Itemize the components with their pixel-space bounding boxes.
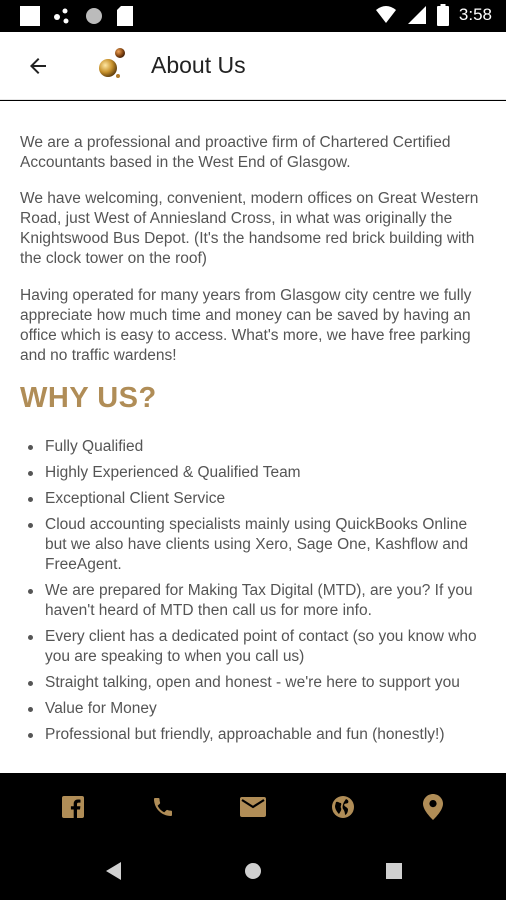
parking-paragraph: Having operated for many years from Glasgow city centre we fully appreciate how much time and money can be saved by having an office which is easy to access. What's more, we have free parking and no traffic wardens! — [20, 287, 472, 364]
list-item: Value for Money — [28, 699, 478, 719]
list-item: Every client has a dedicated point of contact (so you know who you are speaking to when you call us) — [28, 627, 478, 667]
square-recents-icon — [385, 862, 403, 880]
website-button[interactable] — [321, 785, 365, 829]
wifi-icon — [375, 5, 397, 25]
phone-button[interactable] — [141, 785, 185, 829]
why-us-heading: WHY US? — [20, 382, 157, 414]
triangle-back-icon — [105, 861, 123, 881]
page-title: About Us — [151, 52, 246, 78]
list-item: We are prepared for Making Tax Digital (MTD), are you? If you haven't heard of MTD then call us for more info. — [28, 581, 478, 621]
list-item: Highly Experienced & Qualified Team — [28, 463, 478, 483]
company-logo — [94, 48, 132, 86]
facebook-icon — [62, 796, 84, 818]
status-right-icons — [375, 4, 492, 26]
list-item: Professional but friendly, approachable and fun (honestly!) — [28, 725, 478, 745]
system-back-button[interactable] — [102, 859, 126, 883]
circle-home-icon — [243, 861, 263, 881]
intro-paragraph: We are a professional and proactive firm of Chartered Certified Accountants based in the West End of Glasgow. — [20, 134, 451, 171]
sd-card-icon — [116, 6, 134, 26]
list-item: Cloud accounting specialists mainly using QuickBooks Online but we also have clients using Xero, Sage One, Kashflow and FreeAgent. — [28, 515, 478, 575]
facebook-button[interactable] — [51, 785, 95, 829]
list-item: Exceptional Client Service — [28, 489, 478, 509]
app-bar — [0, 32, 506, 100]
arrow-left-icon — [26, 54, 50, 78]
mail-icon — [240, 796, 266, 818]
offices-paragraph: We have welcoming, convenient, modern offices on Great Western Road, just West of Anniesland Cross, in what was originally the Knightswood Bus Depot. (It's the handsome red brick building with the clock tower on the roof) — [20, 190, 479, 267]
status-left-icons — [20, 6, 134, 26]
network-dots-icon — [52, 6, 72, 26]
email-button[interactable] — [231, 785, 275, 829]
bottom-nav — [0, 773, 506, 841]
list-item: Straight talking, open and honest - we're here to support you — [28, 673, 478, 693]
status-time: 3:58 — [458, 5, 492, 24]
notification-square-icon — [20, 6, 40, 26]
system-home-button[interactable] — [241, 859, 265, 883]
system-nav-bar — [0, 841, 506, 900]
about-content — [0, 101, 506, 773]
why-us-list — [28, 437, 478, 751]
globe-icon — [331, 795, 355, 819]
back-button[interactable] — [22, 50, 54, 82]
phone-icon — [151, 795, 175, 819]
sync-circle-icon — [84, 6, 104, 26]
cell-signal-icon — [407, 5, 427, 25]
status-bar — [0, 0, 506, 32]
list-item: Fully Qualified — [28, 437, 478, 457]
location-pin-icon — [423, 794, 443, 820]
battery-icon — [437, 4, 449, 26]
location-button[interactable] — [411, 785, 455, 829]
system-recents-button[interactable] — [382, 859, 406, 883]
